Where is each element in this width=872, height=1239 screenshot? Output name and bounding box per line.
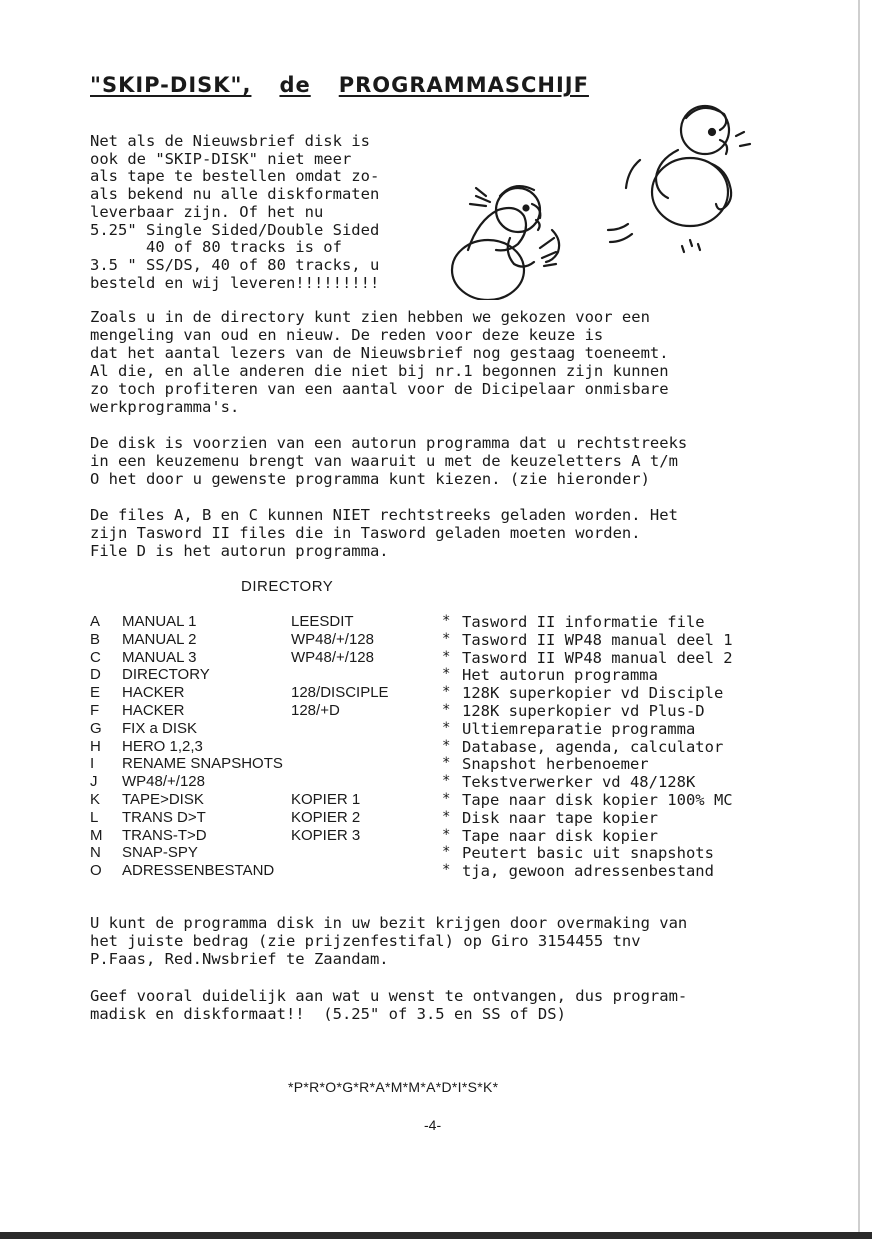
directory-bullet: * <box>442 826 451 843</box>
intro-line: Net als de Nieuwsbrief disk is <box>90 132 370 150</box>
paragraph-line: zo toch profiteren van een aantal voor de Dicipelaar onmisbare <box>90 380 669 398</box>
paragraph-files <box>90 506 790 560</box>
directory-bullet: * <box>442 808 451 825</box>
intro-line: 5.25" Single Sided/Double Sided <box>90 220 380 239</box>
directory-letter: I <box>90 755 95 773</box>
directory-file-name: MANUAL 1 <box>122 613 197 630</box>
intro-line: 3.5 " SS/DS, 40 of 80 tracks, u <box>90 255 380 274</box>
paragraph-directory-intro <box>90 308 790 416</box>
cartoon-illustration <box>440 100 760 300</box>
directory-description: Tape naar disk kopier <box>462 826 658 845</box>
directory-letter: K <box>90 790 101 808</box>
paragraph-line: Geef vooral duidelijk aan wat u wenst te ontvangen, dus program- <box>90 987 688 1005</box>
footer-banner: *P*R*O*G*R*A*M*M*A*D*I*S*K* <box>288 1079 499 1095</box>
directory-description: Snapshot herbenoemer <box>462 755 649 774</box>
directory-format: KOPIER 3 <box>291 826 361 844</box>
directory-letter: C <box>90 648 101 666</box>
paragraph-line: O het door u gewenste programma kunt kiezen. (zie hieronder) <box>90 470 650 488</box>
directory-format: LEESDIT <box>291 613 354 630</box>
scan-bottom-edge <box>0 1232 872 1239</box>
directory-file-name: DIRECTORY <box>122 666 210 684</box>
directory-letter: O <box>90 862 102 880</box>
directory-description: 128K superkopier vd Disciple <box>462 684 724 703</box>
intro-line: als tape te bestellen omdat zo- <box>90 167 380 186</box>
directory-description: Het autorun programma <box>462 666 658 685</box>
directory-file-name: MANUAL 2 <box>122 630 197 648</box>
directory-file-name: WP48/+/128 <box>122 773 205 791</box>
intro-line: ook de "SKIP-DISK" niet meer <box>90 149 352 168</box>
intro-line: 40 of 80 tracks is of <box>90 238 342 257</box>
intro-line: leverbaar zijn. Of het nu <box>90 202 324 221</box>
paragraph-line: Zoals u in de directory kunt zien hebben we gekozen voor een <box>90 308 650 326</box>
paragraph-line: Al die, en alle anderen die niet bij nr.1 begonnen zijn kunnen <box>90 362 669 380</box>
directory-bullet: * <box>442 666 451 683</box>
directory-bullet: * <box>442 844 451 861</box>
directory-description: Tape naar disk kopier 100% MC <box>462 790 733 809</box>
directory-description: Tekstverwerker vd 48/128K <box>462 773 696 792</box>
directory-row <box>90 738 790 756</box>
directory-description: Tasword II WP48 manual deel 1 <box>462 630 733 649</box>
directory-letter: M <box>90 826 103 844</box>
directory-table <box>90 613 790 880</box>
directory-file-name: FIX a DISK <box>122 719 198 737</box>
directory-bullet: * <box>442 773 451 790</box>
directory-row <box>90 827 790 845</box>
directory-file-name: SNAP-SPY <box>122 844 198 862</box>
paragraph-line: De disk is voorzien van een autorun programma dat u rechtstreeks <box>90 434 688 452</box>
directory-file-name: MANUAL 3 <box>122 648 197 666</box>
paragraph-line: werkprogramma's. <box>90 398 240 416</box>
title-programmaschijf: PROGRAMMASCHIJF <box>338 73 589 97</box>
directory-file-name: TRANS-T>D <box>122 826 207 844</box>
directory-file-name: HACKER <box>122 684 185 702</box>
page-edge-line <box>858 0 860 1239</box>
directory-row <box>90 809 790 827</box>
paragraph-line: madisk en diskformaat!! (5.25" of 3.5 en SS of DS) <box>90 1005 566 1023</box>
directory-letter: F <box>90 701 100 719</box>
paragraph-line: in een keuzemenu brengt van waaruit u met de keuzeletters A t/m <box>90 452 678 470</box>
directory-row <box>90 613 790 631</box>
directory-row <box>90 844 790 862</box>
directory-bullet: * <box>442 755 451 772</box>
directory-file-name: HERO 1,2,3 <box>122 737 203 755</box>
directory-letter: B <box>90 630 101 648</box>
directory-description: Tasword II WP48 manual deel 2 <box>462 648 733 667</box>
directory-bullet: * <box>442 737 451 754</box>
directory-file-name: HACKER <box>122 701 185 719</box>
directory-letter: D <box>90 666 101 684</box>
cartoon-figure-left <box>452 186 559 300</box>
paragraph-request <box>90 987 790 1023</box>
page-title <box>90 73 752 97</box>
directory-letter: E <box>90 684 101 702</box>
directory-letter: A <box>90 613 101 630</box>
directory-bullet: * <box>442 790 451 807</box>
title-de: de <box>279 73 311 97</box>
directory-format: KOPIER 2 <box>291 808 361 826</box>
paragraph-line: P.Faas, Red.Nwsbrief te Zaandam. <box>90 950 389 968</box>
directory-row <box>90 702 790 720</box>
directory-format: KOPIER 1 <box>291 790 361 808</box>
directory-row <box>90 720 790 738</box>
directory-description: Ultiemreparatie programma <box>462 719 696 738</box>
paragraph-ordering <box>90 914 790 968</box>
directory-bullet: * <box>442 701 451 718</box>
directory-letter: G <box>90 719 102 737</box>
directory-description: Peutert basic uit snapshots <box>462 844 714 863</box>
directory-description: tja, gewoon adressenbestand <box>462 862 714 881</box>
directory-letter: L <box>90 808 99 826</box>
paragraph-line: het juiste bedrag (zie prijzenfestifal) op Giro 3154455 tnv <box>90 932 641 950</box>
directory-row <box>90 649 790 667</box>
directory-row <box>90 773 790 791</box>
directory-description: Database, agenda, calculator <box>462 737 724 756</box>
directory-row <box>90 666 790 684</box>
directory-bullet: * <box>442 862 451 879</box>
directory-description: 128K superkopier vd Plus-D <box>462 701 705 720</box>
paragraph-line: File D is het autorun programma. <box>90 542 389 560</box>
directory-row <box>90 862 790 880</box>
directory-letter: N <box>90 844 101 862</box>
page-number: -4- <box>424 1117 442 1133</box>
directory-format: 128/DISCIPLE <box>291 684 389 702</box>
directory-description: Disk naar tape kopier <box>462 808 658 827</box>
paragraph-line: dat het aantal lezers van de Nieuwsbrief nog gestaag toeneemt. <box>90 344 669 362</box>
paragraph-autorun <box>90 434 790 488</box>
paragraph-line: U kunt de programma disk in uw bezit krijgen door overmaking van <box>90 914 688 932</box>
title-skip-disk: "SKIP-DISK", <box>90 73 252 97</box>
directory-format: 128/+D <box>291 701 340 719</box>
directory-bullet: * <box>442 684 451 701</box>
intro-line: besteld en wij leveren!!!!!!!!! <box>90 273 380 292</box>
directory-file-name: ADRESSENBESTAND <box>122 862 275 880</box>
directory-bullet: * <box>442 613 451 629</box>
directory-row <box>90 631 790 649</box>
directory-file-name: TAPE>DISK <box>122 790 204 808</box>
directory-row <box>90 791 790 809</box>
directory-heading: DIRECTORY <box>241 578 334 595</box>
directory-row <box>90 684 790 702</box>
paragraph-line: zijn Tasword II files die in Tasword geladen moeten worden. <box>90 524 641 542</box>
directory-format: WP48/+/128 <box>291 648 374 666</box>
directory-bullet: * <box>442 648 451 665</box>
paragraph-line: mengeling van oud en nieuw. De reden voor deze keuze is <box>90 326 604 344</box>
intro-text <box>90 133 430 292</box>
intro-line: als bekend nu alle diskformaten <box>90 185 380 204</box>
directory-format: WP48/+/128 <box>291 630 374 648</box>
directory-description: Tasword II informatie file <box>462 613 705 631</box>
cartoon-figure-right <box>608 106 750 252</box>
directory-file-name: TRANS D>T <box>122 808 206 826</box>
directory-letter: J <box>90 773 98 791</box>
paragraph-line: De files A, B en C kunnen NIET rechtstreeks geladen worden. Het <box>90 506 678 524</box>
directory-row <box>90 755 790 773</box>
directory-letter: H <box>90 737 101 755</box>
directory-bullet: * <box>442 630 451 647</box>
directory-file-name: RENAME SNAPSHOTS <box>122 755 283 773</box>
directory-bullet: * <box>442 719 451 736</box>
